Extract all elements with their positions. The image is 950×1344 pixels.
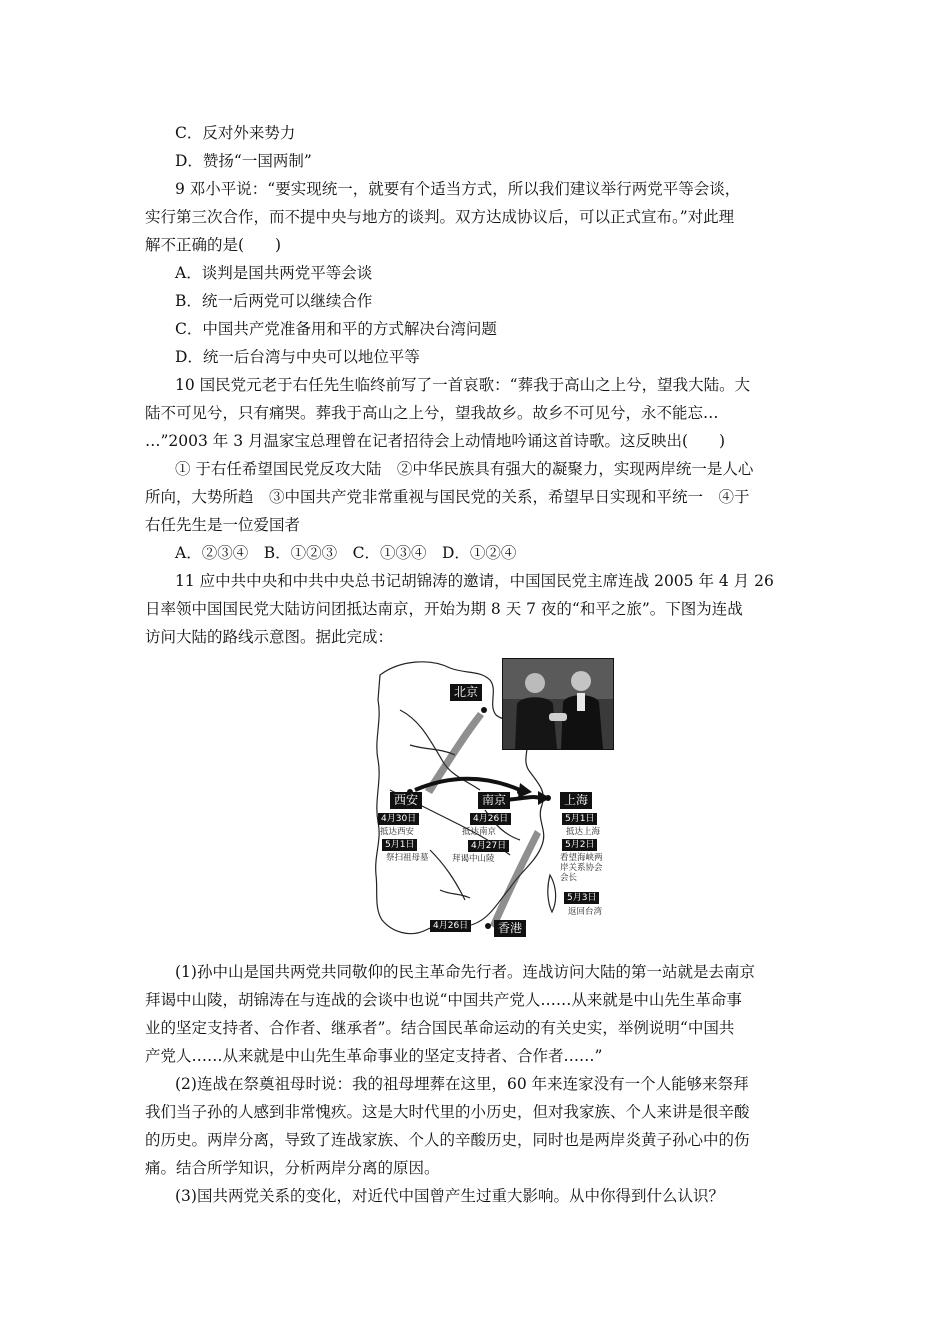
question-10-statements-1: ① 于右任希望国民党反攻大陆 ②中华民族具有强大的凝聚力，实现两岸统一是人心 (175, 460, 754, 478)
question-10-statements-3: 右任先生是一位爱国者 (145, 516, 301, 534)
question-10-statements-2: 所向，大势所趋 ③中国共产党非常重视与国民党的关系，希望早日实现和平统一 ④于 (145, 488, 750, 506)
date-badge-return: 5月3日 (564, 892, 599, 904)
sub-question-1-line-2: 拜谒中山陵，胡锦涛在与连战的会谈中也说“中国共产党人……从来就是中山先生革命事 (145, 991, 742, 1009)
option-c-q8: C．反对外来势力 (175, 124, 296, 142)
note-visit-line-2: 岸关系协会 (560, 863, 603, 873)
sub-question-2-line-3: 的历史。两岸分离，导致了连战家族、个人的辛酸历史，同时也是两岸炎黄子孙心中的伤 (145, 1131, 750, 1149)
question-9-line-2: 实行第三次合作，而不提中央与地方的谈判。双方达成协议后，可以正式宣布。”对此理 (145, 208, 735, 226)
note-arrive-xian: 抵达西安 (380, 827, 415, 837)
sub-question-2-line-1: (2)连战在祭奠祖母时说：我的祖母埋葬在这里，60 年来连家没有一个人能够来祭拜 (175, 1075, 749, 1093)
option-b-q9: B．统一后两党可以继续合作 (175, 292, 373, 310)
question-10-line-3: …”2003 年 3 月温家宝总理曾在记者招待会上动情地吟诵这首诗歌。这反映出( ) (145, 432, 726, 450)
handshake-photo (502, 658, 614, 750)
question-10-line-2: 陆不可见兮，只有痛哭。葬我于高山之上兮，望我故乡。故乡不可见兮，永不能忘… (145, 404, 719, 422)
note-arrive-shanghai: 抵达上海 (566, 827, 601, 837)
option-a-q9: A．谈判是国共两党平等会谈 (175, 264, 373, 282)
city-label-xian: 西安 (390, 792, 422, 809)
sub-question-2-line-2: 我们当子孙的人感到非常愧疚。这是大时代里的小历史，但对我家族、个人来讲是很辛酸 (145, 1103, 750, 1121)
sub-question-2-line-4: 痛。结合所学知识，分析两岸分离的原因。 (145, 1159, 440, 1177)
route-map-figure (370, 650, 620, 950)
question-11-line-3: 访问大陆的路线示意图。据此完成： (145, 628, 394, 646)
note-visit-line-1: 看望海峡两 (560, 853, 603, 863)
note-zhongshan-mausoleum: 拜谒中山陵 (452, 854, 495, 864)
city-label-shanghai: 上海 (560, 792, 592, 809)
date-badge-nanjing-visit: 4月27日 (468, 840, 509, 852)
question-10-line-1: 10 国民党元老于右任先生临终前写了一首哀歌：“葬我于高山之上兮，望我大陆。大 (175, 376, 751, 394)
city-label-hongkong: 香港 (494, 920, 526, 937)
note-grandmother-tomb: 祭扫祖母墓 (386, 853, 429, 863)
date-badge-xian-visit: 5月1日 (382, 839, 417, 851)
option-d-q9: D．统一后台湾与中央可以地位平等 (175, 348, 420, 366)
note-arrive-nanjing: 抵达南京 (462, 827, 497, 837)
sub-question-1-line-4: 产党人……从来就是中山先生革命事业的坚定支持者、合作者……” (145, 1047, 603, 1065)
question-10-options: A．②③④ B．①②③ C．①③④ D．①②④ (175, 544, 517, 562)
date-badge-nanjing-arrive: 4月26日 (470, 813, 511, 825)
option-c-q9: C．中国共产党准备用和平的方式解决台湾问题 (175, 320, 497, 338)
date-badge-shanghai-visit: 5月2日 (562, 839, 597, 851)
date-badge-hongkong: 4月26日 (430, 920, 471, 932)
sub-question-1-line-1: (1)孙中山是国共两党共同敬仰的民主革命先行者。连战访问大陆的第一站就是去南京 (175, 963, 755, 981)
question-9-line-3: 解不正确的是( ) (145, 236, 282, 254)
note-return-taiwan: 返回台湾 (568, 907, 603, 917)
sub-question-1-line-3: 业的坚定支持者、合作者、继承者”。结合国民革命运动的有关史实，举例说明“中国共 (145, 1019, 735, 1037)
date-badge-shanghai-arrive: 5月1日 (562, 813, 597, 825)
city-label-nanjing: 南京 (478, 792, 510, 809)
note-visit-line-3: 会长 (560, 873, 578, 883)
city-label-beijing: 北京 (450, 684, 482, 701)
question-9-line-1: 9 邓小平说：“要实现统一，就要有个适当方式，所以我们建议举行两党平等会谈， (175, 180, 741, 198)
question-11-line-1: 11 应中共中央和中共中央总书记胡锦涛的邀请，中国国民党主席连战 2005 年 4 月 26 (175, 572, 774, 590)
date-badge-xian-arrive: 4月30日 (378, 813, 419, 825)
option-d-q8: D．赞扬“一国两制” (175, 152, 312, 170)
sub-question-3-line-1: (3)国共两党关系的变化，对近代中国曾产生过重大影响。从中你得到什么认识？ (175, 1187, 724, 1205)
question-11-line-2: 日率领中国国民党大陆访问团抵达南京，开始为期 8 天 7 夜的“和平之旅”。下图为连战 (145, 600, 743, 618)
